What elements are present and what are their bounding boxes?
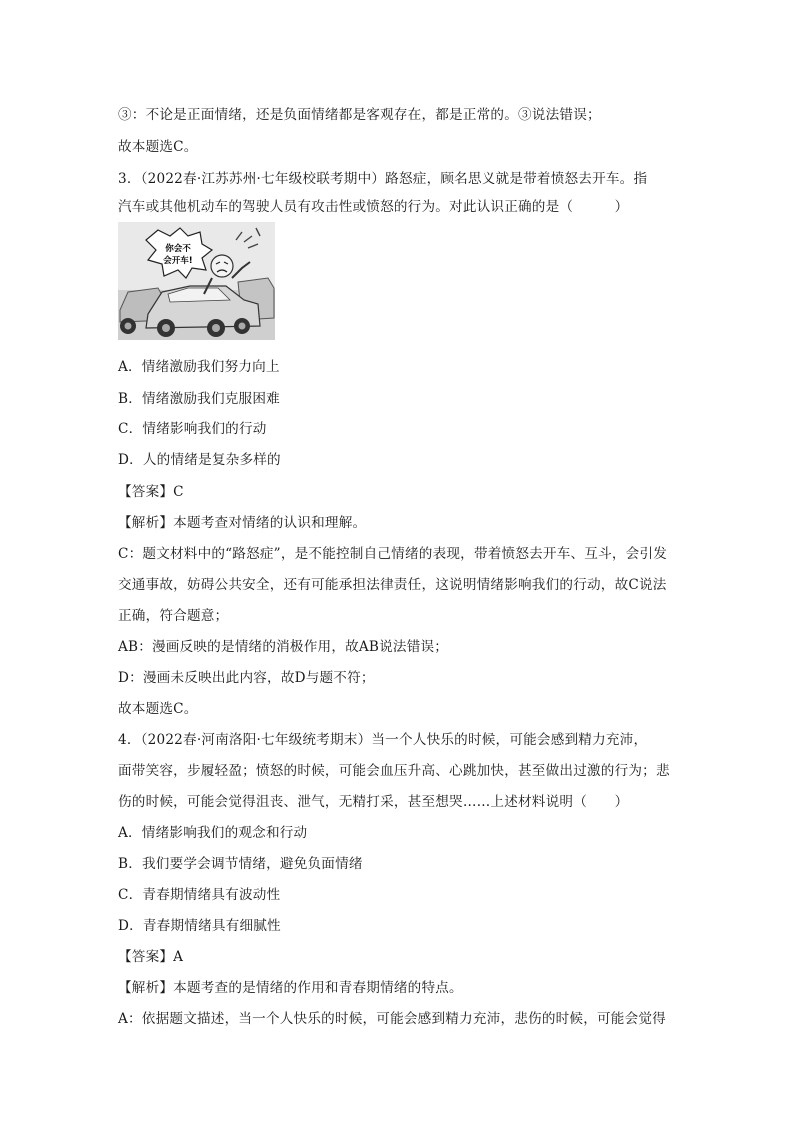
text-line: 故本题选C。: [118, 701, 198, 717]
question-3-stem: 3．（2022春·江苏苏州·七年级校联考期中）路怒症，顾名思义就是带着愤怒去开车。指: [118, 171, 648, 187]
option-c: C．青春期情绪具有波动性: [118, 887, 281, 903]
text-line: 汽车或其他机动车的驾驶人员有攻击性或愤怒的行为。对此认识正确的是（ ）: [118, 199, 629, 215]
answer-label: 【答案】C: [118, 484, 184, 500]
text-line: ③：不论是正面情绪，还是负面情绪都是客观存在，都是正常的。③说法错误；: [118, 107, 601, 123]
bubble-text-line-1: 你会不: [165, 244, 191, 254]
text-line: 面带笑容，步履轻盈；愤怒的时候，可能会血压升高、心跳加快，甚至做出过激的行为；悲: [118, 763, 670, 779]
text-line: A：依据题文描述，当一个人快乐的时候，可能会感到精力充沛，悲伤的时候，可能会觉得: [118, 1011, 666, 1027]
road-rage-cartoon: [118, 222, 275, 340]
option-a: A．情绪激励我们努力向上: [118, 359, 280, 375]
option-b: B．情绪激励我们克服困难: [118, 391, 280, 407]
text-line: 故本题选C。: [118, 139, 198, 155]
text-line: 正确，符合题意；: [118, 608, 229, 624]
option-d: D．青春期情绪具有细腻性: [118, 918, 281, 934]
bubble-text-line-2: 会开车!: [163, 256, 193, 266]
driver-head: [211, 255, 233, 277]
text-line: 交通事故，妨碍公共安全，还有可能承担法律责任，这说明情绪影响我们的行动，故C说法: [118, 577, 667, 593]
option-b: B．我们要学会调节情绪，避免负面情绪: [118, 856, 363, 872]
text-line: 伤的时候，可能会觉得沮丧、泄气，无精打采，甚至想哭……上述材料说明（ ）: [118, 794, 629, 810]
text-line: AB：漫画反映的是情绪的消极作用，故AB说法错误；: [118, 639, 449, 655]
option-a: A．情绪影响我们的观念和行动: [118, 825, 308, 841]
analysis-label: 【解析】本题考查的是情绪的作用和青春期情绪的特点。: [118, 980, 463, 996]
option-c: C．情绪影响我们的行动: [118, 421, 267, 437]
text-line: D：漫画未反映出此内容，故D与题不符；: [118, 670, 375, 686]
answer-label: 【答案】A: [118, 949, 184, 965]
analysis-label: 【解析】本题考查对情绪的认识和理解。: [118, 515, 367, 531]
question-4-stem: 4．（2022春·河南洛阳·七年级统考期末）当一个人快乐的时候，可能会感到精力充沛，: [118, 732, 648, 748]
option-d: D．人的情绪是复杂多样的: [118, 452, 281, 468]
text-line: C：题文材料中的“路怒症”，是不能控制自己情绪的表现，带着愤怒去开车、互斗，会引发: [118, 546, 668, 562]
